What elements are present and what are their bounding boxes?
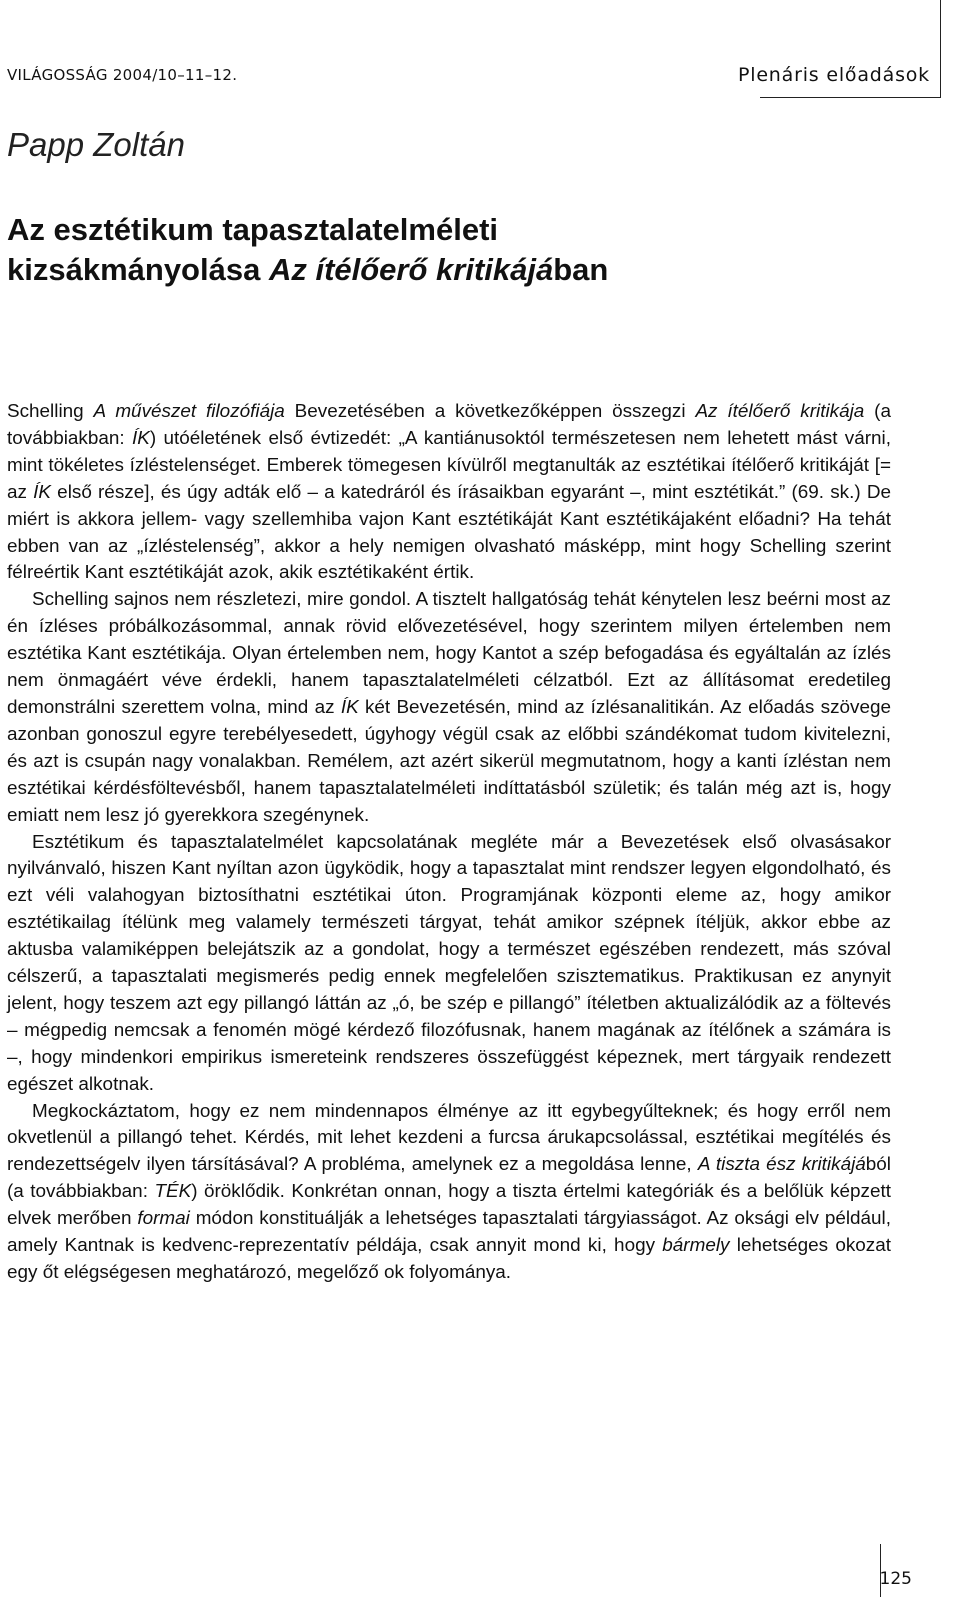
italic-run: ÍK: [131, 427, 150, 449]
italic-run: A tiszta ész kritikájá: [697, 1154, 866, 1176]
journal-issue-label: VILÁGOSSÁG 2004/10–11–12.: [7, 66, 238, 84]
text-run: (a továbbiakban:: [7, 401, 891, 449]
body-paragraph: [7, 399, 891, 587]
body-paragraph: [7, 1099, 891, 1287]
article-body: [7, 399, 891, 1287]
title-line-1: Az esztétikum tapasztalatelméleti: [7, 212, 499, 247]
body-paragraph: [7, 587, 891, 829]
body-paragraph: [7, 830, 891, 1099]
text-run: Schelling: [7, 401, 94, 422]
italic-run: bármely: [662, 1235, 730, 1257]
italic-run: formai: [137, 1208, 190, 1230]
text-run: Esztétikum és tapasztalatelmélet kapcsolatának megléte már a Bevezetések első olvasásakor nyilvánvaló, hiszen Kant nyíltan azon ügyködik, hogy a tapasztalat mint rendszer legyen elgondolható, és ezt véli valahogyan biztosíthatni esztétikai úton. Programjának központi eleme az, hogy amikor esztétikailag ítélünk meg valamely természeti tárgyat, tehát amikor szépnek ítéljük, akkor ebbe az aktusba valamiképpen belejátszik az a gondolat, hogy a természet egészében rendezett, más szóval célszerű, a tapasztalati megismerés pedig ennek megfelelően szisztematikus. Praktikusan ez anynyit jelent, hogy teszem azt egy pillangó láttán az „ó, be szép e pillangó” ítéletben aktualizálódik az a föltevés – mégpedig nemcsak a fenomén mögé kérdező filozófusnak, hanem magának az ítélőnek a számára is –, hogy mindenkori empirikus ismereteink rendszeres összefüggést képeznek, mert tárgyaik rendezett egészet alkotnak.: [7, 831, 891, 1095]
running-header: [0, 0, 960, 100]
text-run: két Bevezetésén, mind az ízlésanalitikán. Az előadás szövege azonban gonoszul egyre terebélyesedett, úgyhogy végül csak az előbbi szándékomat tudom kivitelezni, és azt is csupán nagy vonalakban. Remélem, azt azért sikerül megmutatnom, hogy a kanti ízléstan nem esztétikai kérdésföltevésből, hanem tapasztalatelméleti indíttatásból születik; és talán még azt is, hogy emiatt nem lesz jó gyerekkora szegénynek.: [7, 696, 891, 826]
italic-run: Az ítélőerő kritikája: [695, 401, 865, 422]
header-horizontal-rule: [760, 97, 941, 98]
text-run: ) utóéletének első évtizedét: „A kantiánusoktól természetesen nem lehetett mást várni, mint tökéletes ízléstelenséget. Emberek tömegesen kívülről megtanulták az esztétikai ítélőerő kritikáját [= az: [7, 427, 891, 503]
text-run: Schelling sajnos nem részletezi, mire gondol. A tisztelt hallgatóság tehát kénytelen lesz beérni most az én ízléses próbálkozásommal, annak rövid elővezetésével, hogy szerintem milyen értelemben nem esztétika Kant esztétikája. Olyan értelemben nem, hogy Kantot a szép befogadása és egyáltalán az ízlés nem önmagáért véve érdekli, hanem tapasztalatelméleti célzatból. Ezt az állításomat eredetileg demonstrálni szerettem volna, mind az: [7, 589, 891, 718]
text-run: ) öröklődik. Konkrétan onnan, hogy a tiszta értelmi kategóriák és a belőlük képzett elvek merőben: [7, 1181, 891, 1230]
header-vertical-rule: [940, 0, 941, 98]
italic-run: ÍK: [340, 696, 359, 718]
title-line-2: [7, 250, 907, 290]
text-run: első része], és úgy adták elő – a katedráról és írásaikban egyaránt –, mint esztétikát.” (69. sk.) De miért is akkora jellem- vagy szellemhiba vajon Kant esztétikáját Kant esztétikájaként előadni? Ha tehát ebben van az „ízléstelenség”, akkor a hely nemigen olvasható másképp, mint hogy Schelling szerint félreértik Kant esztétikáját azok, akik esztétikaként értik.: [7, 481, 891, 584]
article-title: [7, 210, 907, 290]
italic-run: ÍK: [33, 481, 51, 503]
title-line-2-start: kizsákmányolása: [7, 252, 269, 287]
title-line-2-italic-work: Az ítélőerő kritikájá: [268, 252, 554, 287]
page-number: 125: [879, 1569, 912, 1589]
section-label: Plenáris előadások: [737, 64, 930, 86]
text-run: lehetséges okozat egy őt elégségesen meghatározó, megelőző ok folyománya.: [7, 1235, 891, 1283]
article-author: Papp Zoltán: [7, 126, 185, 163]
text-run: módon konstituálják a lehetséges tapasztalati tárgyiasságot. Az oksági elv például, amely Kantnak is kedvenc-reprezentatív példája, csak annyit mond ki, hogy: [7, 1208, 892, 1257]
text-run: Megkockáztatom, hogy ez nem mindennapos élménye az itt egybegyűlteknek; és hogy erről nem okvetlenül a pillangó tehet. Kérdés, mit lehet kezdeni a furcsa árukapcsolással, esztétikai megítélés és rendezettségelv ilyen társításával? A probléma, amelynek ez a megoldása lenne,: [7, 1100, 891, 1176]
italic-run: A művészet filozófiája: [93, 401, 285, 422]
title-line-2-end: ban: [553, 252, 609, 287]
text-run: Bevezetésében a következőképpen összegzi: [284, 401, 696, 422]
italic-run: TÉK: [154, 1181, 192, 1203]
text-run: ból (a továbbiakban:: [7, 1154, 892, 1203]
